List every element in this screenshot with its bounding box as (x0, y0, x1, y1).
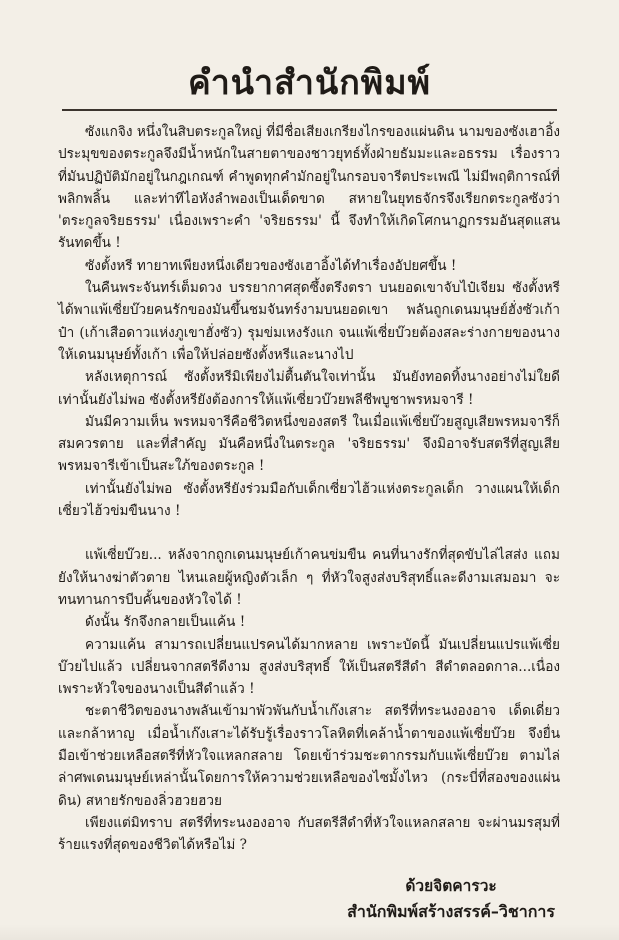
signature-publisher: สำนักพิมพ์สร้างสรรค์–วิชาการ (347, 902, 555, 921)
signature-closing: ด้วยจิตคารวะ (405, 877, 497, 895)
paragraph-9: ความแค้น สามารถเปลี่ยนแปรคนได้มากหลาย เพราะบัดนี้ มันเปลี่ยนแปรแพ้เซี่ยบ๊วยไปแล้ว เปลี่ยนจากสตรีดีงาม สูงส่งบริสุทธิ์ ให้เป็นสตรีสีดำ สีดำตลอดกาล...เนื่องเพราะหัวใจของนางเป็นสีดำแล้ว ! (58, 636, 560, 698)
page-title: คำนำสำนักพิมพ์ (187, 63, 432, 103)
paragraph-4: หลังเหตุการณ์ ซังตั้งหรีมิเพียงไม่ตื้นตันใจเท่านั้น มันยังทอดทิ้งนางอย่างไม่ใยดี เท่านั้นยังไม่พอ ซังตั้งหรียังต้องการให้แพ้เซี่ยวบ๊วยพลีชีพบูชาพรหมจารี ! (58, 369, 560, 408)
signature-block (347, 874, 555, 924)
paragraph-1: ซังแกจิง หนึ่งในสิบตระกูลใหญ่ ที่มีชื่อเสียงเกรียงไกรของแผ่นดิน นามของซังเฮาอิ้ง ประมุขของตระกูลจึงมีน้ำหนักในสายตาของชาวยุทธ์ทั้งฝ่ายธัมมะและอธรรม เรื่องราวที่มันปฏิบัติมักอยู่ในกฎเกณฑ์ คำพูดทุกคำมักอยู่ในกรอบจารีตประเพณี ไม่มีพฤติการณ์ที่พลิกพลิ้น และท่าทีไอหังลำพองเป็นเด็ดขาด สหายในยุทธจักรจึงเรียกตระกูลซังว่า 'ตระกูลจริยธรรม' เนื่องเพราะคำ 'จริยธรรม' นี้ จึงทำให้เกิดโศกนาฏกรรมอันสุดแสนรันทดขึ้น ! (58, 124, 560, 252)
page-shadow (0, 924, 619, 940)
paragraph-5: มันมีความเห็น พรหมจารีคือชีวิตหนึ่งของสตรี ในเมื่อแพ้เซี่ยบ๊วยสูญเสียพรหมจารีก็สมควรตาย และที่สำคัญ มันคือหนึ่งในตระกูล 'จริยธรรม' จึงมิอาจรับสตรีที่สูญเสียพรหมจารีเข้าเป็นสะใภ้ของตระกูล ! (58, 413, 560, 475)
paragraph-10: ชะตาชีวิตของนางพลันเข้ามาพัวพันกับน้ำเก๊งเสาะ สตรีที่ทระนงองอาจ เด็ดเดี่ยวและกล้าหาญ เมื่อน้ำเก๊งเสาะได้รับรู้เรื่องราวโลหิตที่เคล้าน้ำตาของแพ้เซี่ยบ๊วย จึงยื่นมือเข้าช่วยเหลือสตรีที่หัวใจแหลกสลาย โดยเข้าร่วมชะตากรรมกับแพ้เซี่ยบ๊วย ตามไล่ล่าศพเดนมนุษย์เหล่านั้นโดยการให้ความช่วยเหลือของไซมั้งไหว (กระบี่ที่สองของแผ่นดิน) สหายรักของลิ่วฮวยฮวย (58, 703, 560, 809)
title-underline (62, 109, 557, 111)
paragraph-7: แพ้เซี่ยบ๊วย... หลังจากถูกเดนมนุษย์เก้าคนข่มขืน คนที่นางรักที่สุดขับไล่ไสส่ง แถมยังให้นางฆ่าตัวตาย ไหนเลยผู้หญิงตัวเล็ก ๆ ที่หัวใจสูงส่งบริสุทธิ์และดีงามเสมอมา จะทนทานการบีบคั้นของหัวใจได้ ! (58, 547, 560, 608)
paragraph-11: เพียงแต่มิทราบ สตรีที่ทระนงองอาจ กับสตรีสีดำที่หัวใจแหลกสลาย จะผ่านมรสุมที่ร้ายแรงที่สุดของชีวิตได้หรือไม่ ? (58, 814, 560, 854)
paragraph-6: เท่านั้นยังไม่พอ ซังตั้งหรียังร่วมมือกับเด็กเซี่ยวไฮ้วแห่งตระกูลเด็ก วางแผนให้เด็กเซี่ยวไฮ้วข่มขืนนาง ! (58, 480, 560, 520)
paragraph-3: ในคืนพระจันทร์เต็มดวง บรรยากาศสุดซึ้งตรึงตรา บนยอดเขาจับไป๋เจียม ซังตั้งหรีได้พาแพ้เซี่ยบ๊วยคนรักของมันขึ้นชมจันทร์งามบนยอดเขา พลันถูกเดนมนุษย์ฮั่งซัวเก้าป๋า (เก้าเสือดาวแห่งภูเขาฮั่งซัว) รุมข่มเหงรังแก จนแพ้เซี่ยบ๊วยต้องสละร่างกายของนางให้เดนมนุษย์ทั้งเก้า เพื่อให้ปล่อยซังตั้งหรีและนางไป (58, 280, 560, 363)
preface-body (58, 121, 560, 940)
paragraph-2: ซังตั้งหรี ทายาทเพียงหนึ่งเดียวของซังเฮาอิ้งได้ทำเรื่องอัปยศขึ้น ! (85, 257, 457, 274)
paragraph-8: ดังนั้น รักจึงกลายเป็นแค้น ! (85, 614, 246, 631)
